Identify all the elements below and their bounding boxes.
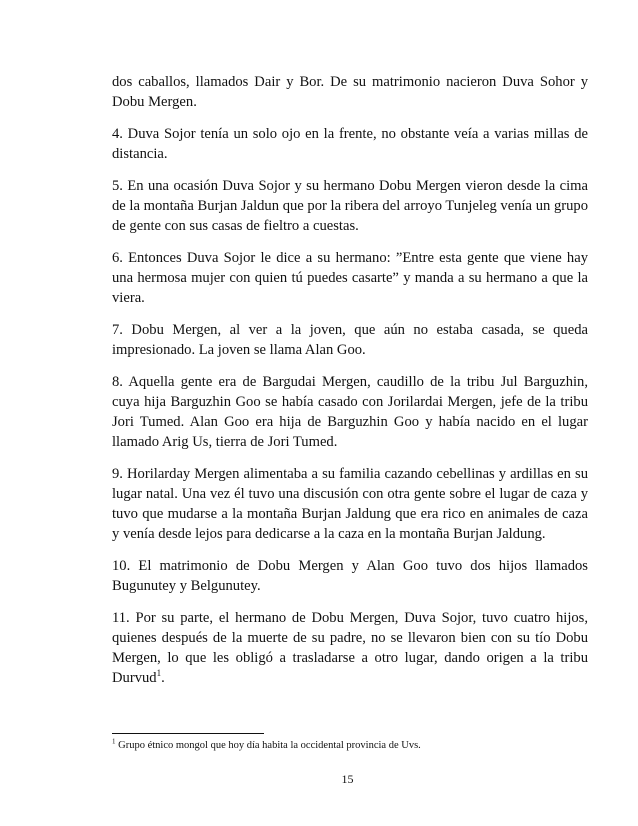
paragraph-9: 9. Horilarday Mergen alimentaba a su familia cazando cebellinas y ardillas en su lugar natal. Una vez él tuvo una discusión con otra gente sobre el lugar de caza y tuvo que mudarse a la montaña Burjan Jaldung que era rico en animales de caza y venía desde lejos para dedicarse a la caza en la montaña Burjan Jaldung. [112,466,588,542]
footnote-reference[interactable]: 1 [156,668,162,679]
paragraph-10: 10. El matrimonio de Dobu Mergen y Alan Goo tuvo dos hijos llamados Bugunutey y Belgunutey. [112,558,588,594]
footnote [112,739,588,752]
paragraph-8: 8. Aquella gente era de Bargudai Mergen, caudillo de la tribu Jul Barguzhin, cuya hija Barguzhin Goo se había casado con Jorilardai Mergen, jefe de la tribu Jori Tumed. Alan Goo era hija de Barguzhin Goo y había nacido en el lugar llamado Arig Us, tierra de Jori Tumed. [112,374,588,450]
paragraph-6: 6. Entonces Duva Sojor le dice a su hermano: ”Entre esta gente que viene hay una hermosa mujer con quien tú puedes casarte” y manda a su hermano a que la viera. [112,250,588,306]
paragraph-continuation: dos caballos, llamados Dair y Bor. De su matrimonio nacieron Duva Sohor y Dobu Mergen. [112,74,588,110]
footnote-divider [112,733,264,734]
paragraph-11 [112,608,588,688]
footnote-marker: 1 [112,737,116,746]
paragraph-11-text: 11. Por su parte, el hermano de Dobu Mergen, Duva Sojor, tuvo cuatro hijos, quienes después de la muerte de su padre, no se llevaron bien con su tío Dobu Mergen, lo que les obligó a trasladarse a otro lugar, dando origen a la tribu Durvud [112,610,588,686]
page-number: 15 [341,772,354,786]
paragraph-4: 4. Duva Sojor tenía un solo ojo en la frente, no obstante veía a varias millas de distancia. [112,126,588,162]
paragraph-11-end: . [161,670,165,686]
footnote-text: Grupo étnico mongol que hoy día habita la occidental provincia de Uvs. [115,740,421,751]
paragraph-5: 5. En una ocasión Duva Sojor y su hermano Dobu Mergen vieron desde la cima de la montaña Burjan Jaldun que por la ribera del arroyo Tunjeleg venía un grupo de gente con sus casas de fieltro a cuestas. [112,178,588,234]
paragraph-7: 7. Dobu Mergen, al ver a la joven, que aún no estaba casada, se queda impresionado. La joven se llama Alan Goo. [112,322,588,358]
body-text [112,72,588,700]
